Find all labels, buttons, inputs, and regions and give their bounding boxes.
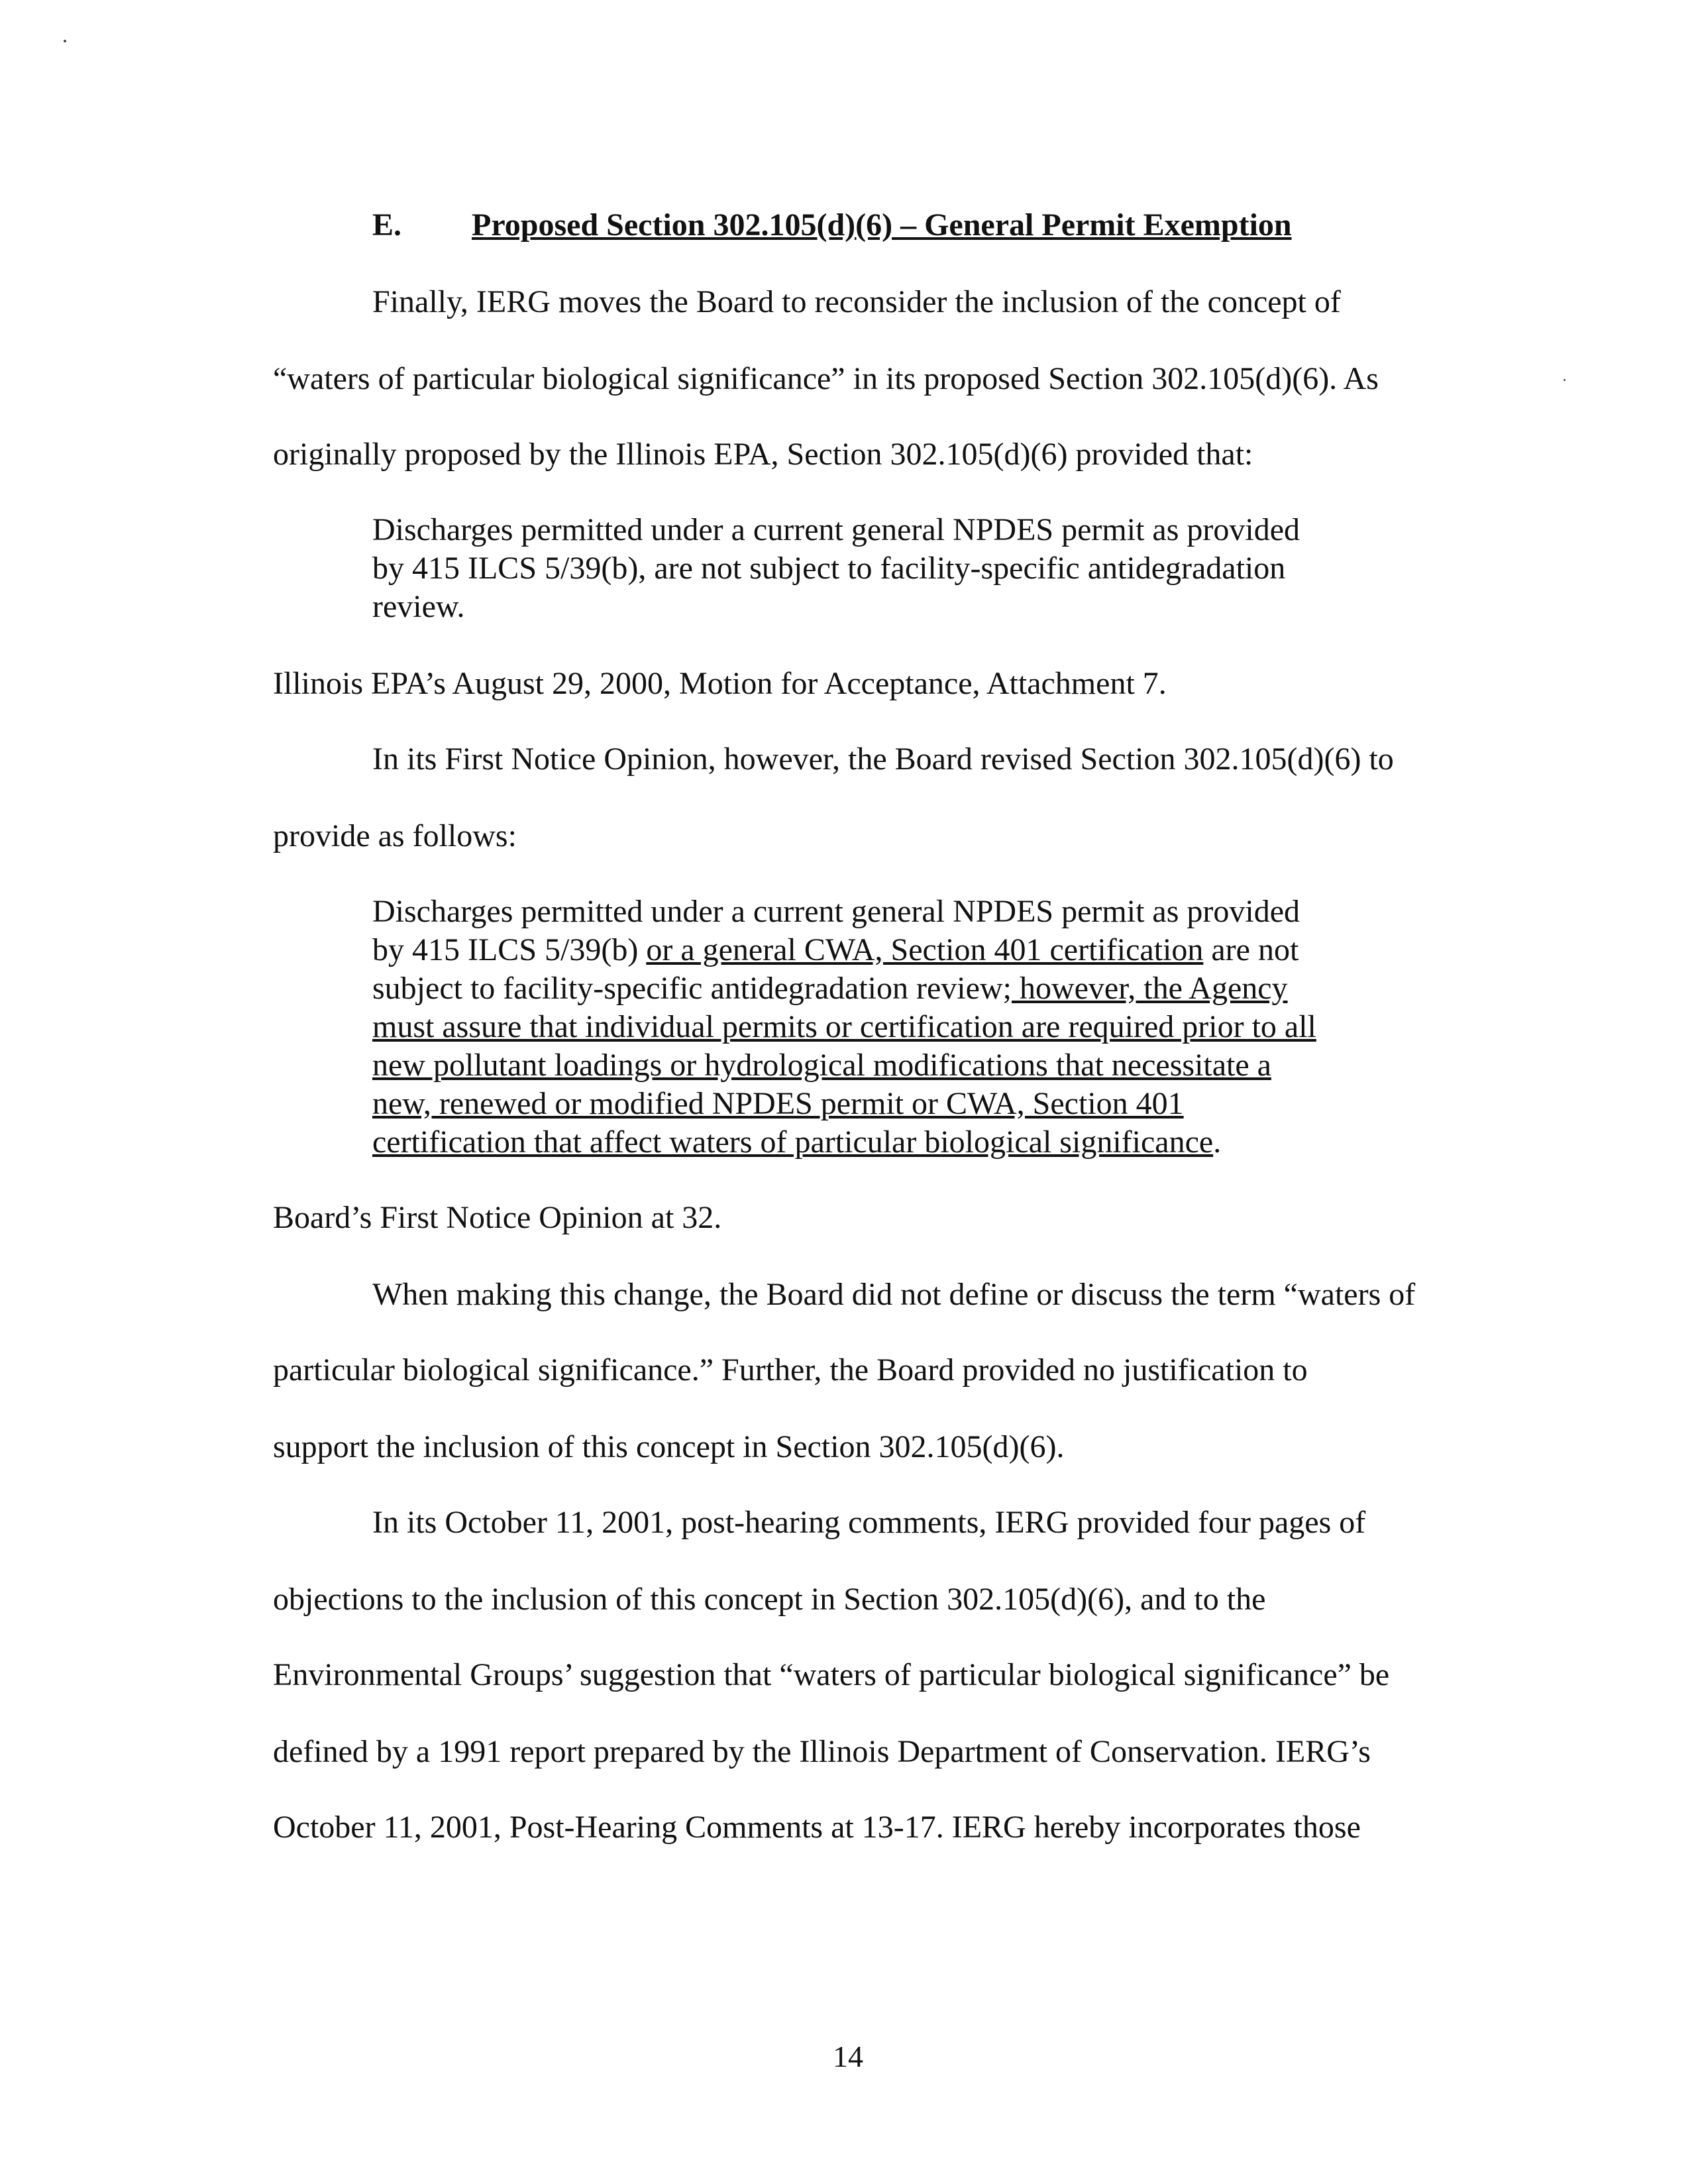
quote-line: Discharges permitted under a current general NPDES permit as provided — [372, 894, 1300, 929]
quote-line: Discharges permitted under a current general NPDES permit as provided — [372, 512, 1300, 547]
inserted-text-line: new, renewed or modified NPDES permit or CWA, Section 401 — [372, 1086, 1184, 1121]
quote-line — [372, 1124, 1221, 1161]
paragraph-line: provide as follows: — [273, 818, 517, 853]
paragraph-line: particular biological significance.” Further, the Board provided no justification to — [273, 1352, 1308, 1388]
paragraph-line: originally proposed by the Illinois EPA, Section 302.105(d)(6) provided that: — [273, 437, 1253, 472]
page-number: 14 — [833, 2040, 863, 2073]
scan-speck — [1564, 379, 1565, 381]
section-title: Proposed Section 302.105(d)(6) – General Permit Exemption — [472, 207, 1292, 243]
paragraph-line: In its October 11, 2001, post-hearing comments, IERG provided four pages of — [372, 1505, 1366, 1540]
paragraph-line: October 11, 2001, Post-Hearing Comments at 13-17. IERG hereby incorporates those — [273, 1810, 1361, 1845]
quote-line — [372, 932, 1298, 969]
inserted-text-line: new pollutant loadings or hydrological modifications that necessitate a — [372, 1048, 1271, 1083]
quote-line: by 415 ILCS 5/39(b), are not subject to facility-specific antidegradation — [372, 551, 1286, 586]
inserted-text: ; however, the Agency — [1002, 971, 1288, 1006]
quote-line: review. — [372, 589, 465, 624]
paragraph-line: defined by a 1991 report prepared by the Illinois Department of Conservation. IERG’s — [273, 1734, 1371, 1769]
paragraph-line: When making this change, the Board did not define or discuss the term “waters of — [372, 1277, 1416, 1312]
paragraph-line: Finally, IERG moves the Board to reconsider the inclusion of the concept of — [372, 284, 1341, 319]
citation: Illinois EPA’s August 29, 2000, Motion for Acceptance, Attachment 7. — [273, 666, 1167, 701]
scan-speck — [64, 40, 66, 42]
paragraph-line: Environmental Groups’ suggestion that “waters of particular biological significance” be — [273, 1657, 1390, 1692]
section-letter: E. — [372, 207, 402, 243]
paragraph-line: objections to the inclusion of this concept in Section 302.105(d)(6), and to the — [273, 1582, 1266, 1617]
paragraph-line: “waters of particular biological significance” in its proposed Section 302.105(d)(6). As — [273, 361, 1379, 396]
quote-text: are not — [1203, 932, 1299, 967]
section-heading — [372, 207, 1292, 244]
quote-line — [372, 970, 1288, 1007]
citation: Board’s First Notice Opinion at 32. — [273, 1200, 722, 1235]
inserted-text-line: must assure that individual permits or certification are required prior to all — [372, 1009, 1316, 1044]
paragraph-line: support the inclusion of this concept in Section 302.105(d)(6). — [273, 1429, 1065, 1464]
inserted-text: certification that affect waters of particular biological significance — [372, 1124, 1214, 1160]
quote-text: . — [1213, 1124, 1222, 1160]
inserted-text: or a general CWA, Section 401 certification — [646, 932, 1204, 967]
quote-text: subject to facility-specific antidegradation review — [372, 971, 1003, 1006]
paragraph-line: In its First Notice Opinion, however, the Board revised Section 302.105(d)(6) to — [372, 741, 1394, 777]
quote-text: by 415 ILCS 5/39(b) — [372, 932, 647, 967]
